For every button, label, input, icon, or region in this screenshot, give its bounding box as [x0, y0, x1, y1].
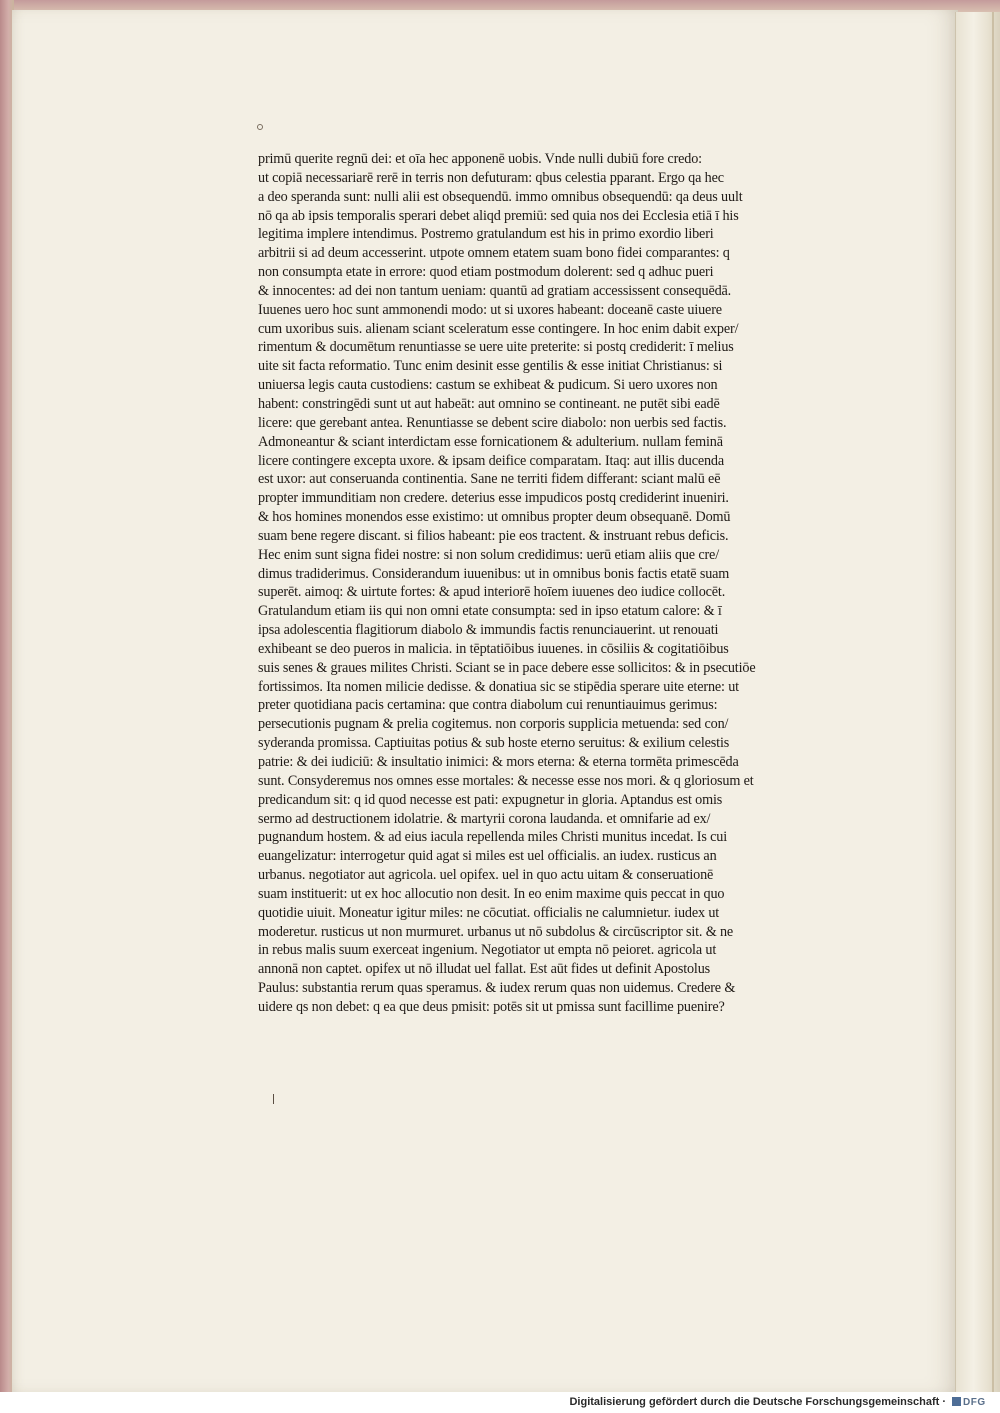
- text-line: annonā non captet. opifex ut nō illudat uel fallat. Est aūt fides ut definit Apostolus: [258, 961, 711, 978]
- text-line: non consumpta etate in errore: quod etiam postmodum dolerent: sed q adhuc pueri: [258, 264, 714, 281]
- funding-notice: Digitalisierung gefördert durch die Deutsche Forschungsgemeinschaft ·: [569, 1396, 946, 1408]
- dfg-logo: [952, 1396, 992, 1409]
- text-line: sermo ad destructionem idolatrie. & martyrii corona laudanda. et omnifarie ad ex/: [258, 810, 711, 827]
- text-line: arbitrii si ad deum accesserint. utpote omnem etatem suam bono fidei comparantes: q: [258, 245, 730, 262]
- text-line: nō qa ab ipsis temporalis sperari debet aliqd premiū: sed quia nos dei Ecclesia etiā ī his: [258, 207, 739, 224]
- text-line: patrie: & dei iudiciū: & insultatio inimici: & mors eterna: & eterna tormēta primescēda: [258, 754, 739, 770]
- text-line: propter immunditiam non credere. deterius esse impudicos postq crediderint inueniri.: [258, 490, 729, 507]
- text-line: euangelizatur: interrogetur quid agat si miles est uel officialis. an iudex. rusticus an: [258, 848, 717, 865]
- text-line: Admoneantur & sciant interdictam esse fornicationem & adulterium. nullam feminā: [258, 433, 723, 450]
- dfg-logo-icon: [952, 1397, 961, 1406]
- text-line: ut copiā necessariarē rerē in terris non defuturam: qbus celestia pparant. Ergo qa hec: [258, 169, 724, 186]
- text-line: urbanus. negotiator aut agricola. uel opifex. uel in quo actu uitam & conseruationē: [258, 867, 714, 884]
- text-line: dimus tradiderimus. Considerandum iuuenibus: ut in omnibus bonis factis etatē suam: [258, 565, 730, 582]
- text-line: uidere qs non debet: q ea que deus pmisit: potēs sit ut pmissa sunt facillime puenire?: [258, 998, 725, 1015]
- text-line: est uxor: aut conseruanda continentia. Sane ne territi fidem differant: sciant malū eē: [258, 471, 721, 488]
- text-line: legitima implere intendimus. Postremo gratulandum est his in primo exordio liberi: [258, 226, 714, 243]
- text-line: suam instituerit: ut ex hoc allocutio non desit. In eo enim maxime quis peccat in quo: [258, 885, 725, 902]
- text-line: moderetur. rusticus ut non murmuret. urbanus ut nō subdolus & circūscriptor sit. & ne: [258, 923, 734, 940]
- text-line: Paulus: substantia rerum quas speramus. & iudex rerum quas non uidemus. Credere &: [258, 980, 736, 997]
- text-line: persecutionis pugnam & prelia cogitemus. non corporis supplicia metuenda: sed con/: [258, 716, 729, 733]
- text-line: cum uxoribus suis. alienam sciant sceleratum esse contingere. In hoc enim dabit exper/: [258, 320, 739, 337]
- latin-text-block: [258, 150, 848, 1017]
- text-line: licere contingere excepta uxore. & ipsam deifice comparatam. Itaq: aut illis ducenda: [258, 452, 725, 469]
- text-line: suis senes & graues milites Christi. Sciant se in pace debere esse sollicitos: & in psecutiōe: [258, 659, 756, 676]
- text-line: uniuersa legis cauta custodiens: castum se exhibeat & pudicum. Si uero uxores non: [258, 377, 718, 394]
- text-line: preter quotidiana pacis certamina: que contra diabolum cui renuntiauimus gerimus:: [258, 697, 718, 714]
- text-line: a deo speranda sunt: nulli alii est obsequendū. immo omnibus obsequendū: qa deus uult: [258, 188, 743, 205]
- margin-tick-mark: [273, 1094, 274, 1104]
- text-line: primū querite regnū dei: et oīa hec apponenē uobis. Vnde nulli dubiū fore credo:: [258, 151, 702, 167]
- text-line: licere: que gerebant antea. Renuntiasse se debent scire diabolo: non uerbis sed factis.: [258, 414, 727, 431]
- text-line: uite sit facta reformatio. Tunc enim desinit esse gentilis & esse initiat Christianus: si: [258, 358, 723, 375]
- text-line: ipsa adolescentia flagitiorum diabolo & immundis factis renunciauerint. ut renouati: [258, 622, 719, 639]
- text-line: quotidie uiuit. Moneatur igitur miles: ne cōcutiat. officialis ne calumnietur. iudex ut: [258, 904, 720, 921]
- text-line: & innocentes: ad dei non tantum ueniam: quantū ad gratiam accessissent consequēdā.: [258, 282, 732, 299]
- text-line: syderanda promissa. Captiuitas potius & sub hoste eterno seruitus: & exilium celestis: [258, 735, 730, 752]
- text-line: rimentum & documētum renuntiasse se uere uite preterite: si postq crediderit: ī melius: [258, 339, 734, 356]
- text-line: Gratulandum etiam iis qui non omni etate consumpta: sed in ipso etatum calore: & ī: [258, 603, 722, 620]
- text-line: suam bene regere discant. si filios habeant: pie eos tractent. & instruant rebus deficis.: [258, 527, 729, 544]
- text-line: sunt. Consyderemus nos omnes esse mortales: & necesse esse nos mori. & q gloriosum et: [258, 772, 754, 789]
- facing-page-edges: [955, 12, 1000, 1392]
- text-line: Iuuenes uero hoc sunt ammonendi modo: ut si uxores habeant: doceanē caste uiuere: [258, 301, 722, 318]
- dfg-logo-text: DFG: [963, 1397, 986, 1408]
- text-line: habent: constringēdi sunt ut aut habeāt: aut omnino se contineant. ne putēt sibi eadē: [258, 395, 720, 412]
- ink-dot-mark: [257, 124, 263, 130]
- text-line: pugnandum hostem. & ad eius iacula repellenda miles Christi munitus incedat. Is cui: [258, 829, 728, 846]
- text-line: fortissimos. Ita nomen milicie dedisse. & donatiua sic se stipēdia sperare uite eterne: ut: [258, 678, 739, 695]
- text-line: in rebus malis suum exerceat ingenium. Negotiator ut empta nō peioret. agricola ut: [258, 942, 717, 959]
- text-line: & hos homines monendos esse existimo: ut omnibus propter deum obsequanē. Domū: [258, 509, 731, 526]
- text-line: superēt. aimoq: & uirtute fortes: & apud interiorē hoīem iuuenes deo iudice collocēt.: [258, 584, 726, 601]
- text-line: predicandum sit: q id quod necesse est pati: expugnetur in gloria. Aptandus est omis: [258, 791, 723, 808]
- text-line: exhibeant se deo pueros in malicia. in tēptatiōibus iuuenes. in cōsiliis & cogitatiōibus: [258, 640, 729, 657]
- text-line: Hec enim sunt signa fidei nostre: si non solum credidimus: uerū etiam aliis que cre/: [258, 546, 719, 563]
